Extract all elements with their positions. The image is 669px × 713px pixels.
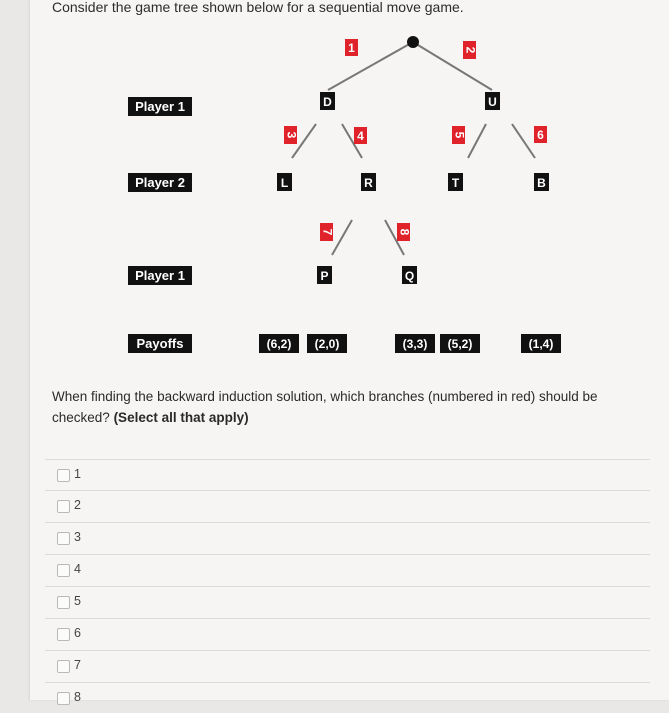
option-label-2: 2 bbox=[74, 498, 81, 512]
option-label-8: 8 bbox=[74, 690, 81, 704]
action-node-r bbox=[361, 173, 376, 191]
option-label-7: 7 bbox=[74, 658, 81, 672]
branch-line-5 bbox=[468, 124, 486, 158]
svg-text:8: 8 bbox=[397, 228, 412, 236]
option-checkbox-5[interactable] bbox=[57, 596, 70, 609]
action-node-q bbox=[402, 266, 417, 284]
prompt-emphasis: (Select all that apply) bbox=[113, 410, 249, 425]
row-label-text: Payoffs bbox=[136, 336, 184, 351]
branch-badge-2 bbox=[463, 41, 477, 59]
option-checkbox-1[interactable] bbox=[57, 469, 70, 482]
option-row-2[interactable] bbox=[45, 490, 650, 521]
branch-badge-5 bbox=[452, 126, 466, 144]
svg-text:3: 3 bbox=[284, 131, 299, 139]
question-text: Consider the game tree shown below for a sequential move game. bbox=[52, 0, 464, 15]
action-node-p bbox=[317, 266, 332, 284]
option-row-1[interactable] bbox=[45, 459, 650, 490]
svg-text:7: 7 bbox=[320, 228, 335, 236]
branch-line-1 bbox=[328, 42, 413, 90]
svg-text:5: 5 bbox=[452, 131, 467, 139]
option-row-3[interactable] bbox=[45, 522, 650, 553]
svg-text:6: 6 bbox=[537, 128, 544, 142]
row-label-player1-bottom bbox=[128, 266, 192, 285]
payoff-3 bbox=[395, 334, 435, 353]
svg-text:L: L bbox=[280, 176, 289, 190]
option-checkbox-2[interactable] bbox=[57, 500, 70, 513]
option-label-6: 6 bbox=[74, 626, 81, 640]
svg-text:D: D bbox=[323, 95, 332, 109]
action-node-d bbox=[320, 92, 335, 110]
option-checkbox-8[interactable] bbox=[57, 692, 70, 705]
row-label-text: Player 2 bbox=[135, 175, 185, 190]
row-label-payoffs bbox=[128, 334, 192, 353]
row-label-player2 bbox=[128, 173, 192, 192]
svg-text:B: B bbox=[537, 176, 546, 190]
payoff-4 bbox=[440, 334, 480, 353]
svg-text:(6,2): (6,2) bbox=[266, 337, 292, 351]
payoff-2 bbox=[307, 334, 347, 353]
branch-badge-7 bbox=[320, 223, 334, 241]
option-row-7[interactable] bbox=[45, 650, 650, 681]
option-label-4: 4 bbox=[74, 562, 81, 576]
root-node bbox=[407, 36, 419, 48]
branch-badge-3 bbox=[284, 126, 298, 144]
svg-text:1: 1 bbox=[348, 41, 355, 55]
prompt bbox=[52, 386, 612, 428]
svg-text:(2,0): (2,0) bbox=[314, 337, 340, 351]
option-row-4[interactable] bbox=[45, 554, 650, 585]
option-checkbox-4[interactable] bbox=[57, 564, 70, 577]
prompt-text: When finding the backward induction solution, which branches (numbered in red) should be checked? bbox=[52, 389, 598, 425]
option-row-6[interactable] bbox=[45, 618, 650, 649]
branch-badge-1 bbox=[345, 39, 358, 56]
svg-text:P: P bbox=[320, 269, 329, 283]
row-label-player1-top bbox=[128, 97, 192, 116]
option-row-5[interactable] bbox=[45, 586, 650, 617]
branch-badge-6 bbox=[534, 126, 547, 143]
action-node-t bbox=[448, 173, 463, 191]
payoff-1 bbox=[259, 334, 299, 353]
row-label-text: Player 1 bbox=[135, 99, 185, 114]
option-row-8[interactable] bbox=[45, 682, 650, 713]
svg-text:(5,2): (5,2) bbox=[447, 337, 473, 351]
svg-text:U: U bbox=[488, 95, 497, 109]
payoff-5 bbox=[521, 334, 561, 353]
action-node-b bbox=[534, 173, 549, 191]
svg-text:(1,4): (1,4) bbox=[528, 337, 554, 351]
option-checkbox-6[interactable] bbox=[57, 628, 70, 641]
svg-text:Q: Q bbox=[404, 269, 415, 283]
option-label-5: 5 bbox=[74, 594, 81, 608]
option-label-1: 1 bbox=[74, 467, 81, 481]
branch-badge-4 bbox=[354, 127, 367, 144]
branch-line-2 bbox=[413, 42, 492, 90]
branch-line-6 bbox=[512, 124, 535, 158]
svg-text:T: T bbox=[451, 176, 460, 190]
svg-text:4: 4 bbox=[357, 129, 364, 143]
option-checkbox-7[interactable] bbox=[57, 660, 70, 673]
branch-line-7 bbox=[332, 220, 352, 255]
row-label-text: Player 1 bbox=[135, 268, 185, 283]
svg-text:(3,3): (3,3) bbox=[402, 337, 428, 351]
action-node-l bbox=[277, 173, 292, 191]
action-node-u bbox=[485, 92, 500, 110]
option-checkbox-3[interactable] bbox=[57, 532, 70, 545]
option-label-3: 3 bbox=[74, 530, 81, 544]
svg-text:R: R bbox=[364, 176, 373, 190]
branch-badge-8 bbox=[397, 223, 411, 241]
svg-text:2: 2 bbox=[463, 46, 478, 54]
